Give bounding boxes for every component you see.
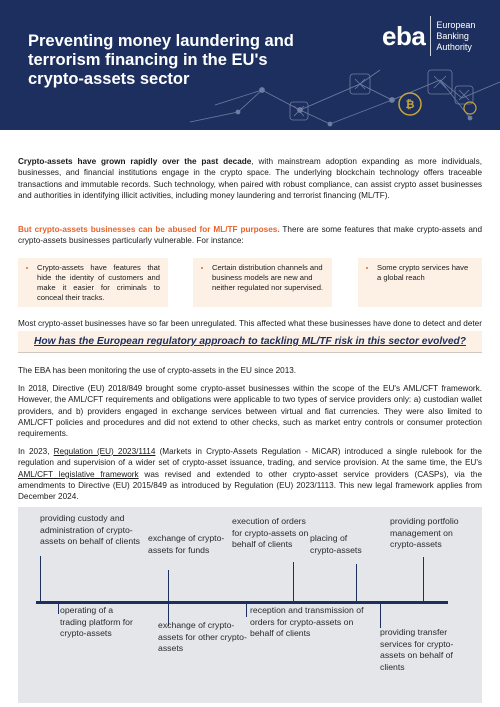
- feature-box: [18, 258, 168, 307]
- timeline-axis: [36, 601, 448, 604]
- timeline-tick: [168, 570, 169, 601]
- timeline-tick: [293, 562, 294, 601]
- timeline-tick: [246, 604, 247, 617]
- micar-text: (Markets in Crypto-Assets Regulation - MiCAR) introduced a single rulebook for the regulation and supervision of a wider set of crypto-asset issuance, trading, and service provision. At the same time, the EU's: [18, 447, 482, 468]
- timeline-label: exchange of crypto-assets for funds: [148, 533, 225, 555]
- abuse-paragraph: [18, 224, 482, 247]
- logo-divider: [430, 16, 431, 56]
- abuse-accent: But crypto-assets businesses can be abused for ML/TF purposes.: [18, 225, 280, 234]
- timeline-label: exchange of crypto-assets for other crypto-assets: [158, 620, 247, 654]
- timeline-label: providing portfolio management on crypto-assets: [390, 516, 459, 550]
- logo-text: [436, 20, 475, 53]
- unregulated-paragraph: Most crypto-asset businesses have so far been unregulated. This affected what these businesses have done to detect and deter: [18, 319, 482, 328]
- abuse-body: There are some features that make crypto-assets and crypto-assets businesses particularly vulnerable. For instance:: [18, 225, 482, 246]
- feature-item: • Some crypto services have a global reach: [377, 263, 474, 283]
- logo-line: Authority: [436, 41, 472, 52]
- timeline-label: execution of orders for crypto-assets on behalf of clients: [232, 516, 309, 550]
- directive-2018-paragraph: In 2018, Directive (EU) 2018/849 brought some crypto-asset businesses within the scope of the EU's AML/CFT framework. However, the AML/CFT requirements and obligations were applicable to two types of service providers only: a) custodian wallet providers, and b) providers engaged in exchange services between virtual and fiat currencies. They were also limited to AML/CFT policies and procedures and did not extend to other checks, such as market entry controls or consumer protection requirements.: [18, 384, 482, 439]
- intro-paragraph: [18, 156, 482, 201]
- aml-framework-link[interactable]: AML/CFT legislative framework: [18, 469, 139, 479]
- page-title: Preventing money laundering and terrorism financing in the EU's crypto-assets sector: [28, 32, 294, 88]
- micar-text: In 2023,: [18, 447, 54, 456]
- feature-item: • Crypto-assets have features that hide the identity of customers and make it easier for criminals to conceal their tracks.: [37, 263, 160, 303]
- bitcoin-coin-icon: [399, 93, 421, 115]
- logo-line: European: [436, 19, 476, 30]
- timeline-label: providing custody and administration of crypto-assets on behalf of clients: [40, 513, 140, 547]
- section-question: [18, 331, 482, 353]
- services-timeline: [18, 507, 482, 703]
- logo-line: Banking: [436, 30, 469, 41]
- logo-mark: eba: [382, 20, 426, 51]
- timeline-label: providing transfer services for crypto-assets on behalf of clients: [380, 627, 454, 672]
- micar-text: was revised and extended to other crypto-asset service providers (CASPs), via the amendments to Directive (EU) 2015/849 as introduced by Regulation (EU) 2023/1113. This new legal framework applies from December 2024.: [18, 469, 482, 502]
- timeline-tick: [380, 604, 381, 628]
- timeline-label: placing of crypto-assets: [310, 533, 362, 555]
- timeline-tick: [423, 557, 424, 601]
- timeline-tick: [356, 564, 357, 601]
- timeline-label: reception and transmission of orders for crypto-assets on behalf of clients: [250, 605, 364, 639]
- intro-lead: Crypto-assets have grown rapidly over the past decade: [18, 157, 252, 166]
- timeline-tick: [58, 604, 59, 614]
- micar-paragraph: [18, 446, 482, 502]
- eba-logo: [382, 16, 475, 56]
- question-text: How has the European regulatory approach to tackling ML/TF risk in this sector evolved?: [34, 336, 466, 347]
- intro-body: , with mainstream adoption expanding as more individuals, businesses, and financial institutions engage in the crypto space. The underlying blockchain technology offers traceable transactions and immutable records. Such technology, when paired with robust compliance, can assist crypto asset businesses and authorities in identifying illicit activities, including money laundering and terrorist financing (ML/TF).: [18, 157, 482, 200]
- monitoring-paragraph: The EBA has been monitoring the use of crypto-assets in the EU since 2013.: [18, 366, 297, 375]
- header-banner: [0, 0, 500, 130]
- feature-item: • Certain distribution channels and business models are new and neither regulated nor supervised.: [212, 263, 324, 293]
- timeline-label: operating of a trading platform for crypto-assets: [60, 605, 133, 639]
- timeline-tick: [40, 556, 41, 601]
- feature-box: [193, 258, 332, 307]
- svg-text:₿: ₿: [405, 98, 415, 111]
- regulation-link[interactable]: Regulation (EU) 2023/1114: [53, 447, 156, 456]
- feature-box: [358, 258, 482, 307]
